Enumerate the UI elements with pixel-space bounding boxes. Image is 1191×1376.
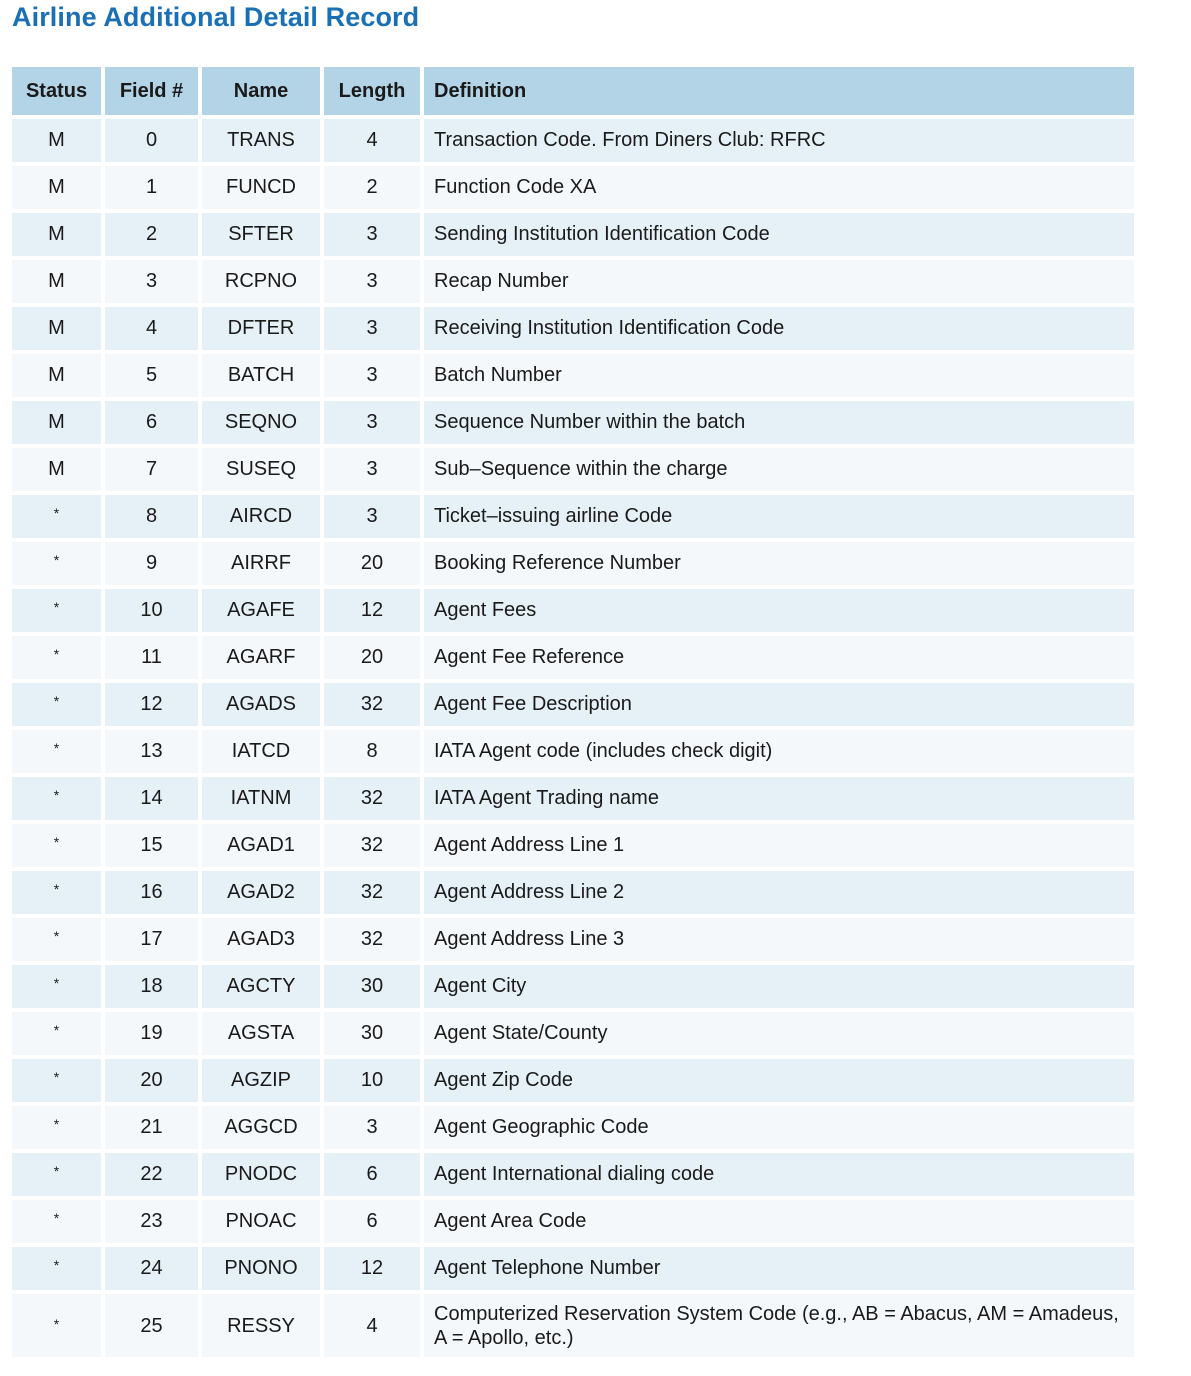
cell-length: 10 <box>324 1059 420 1102</box>
cell-name: PNODC <box>202 1153 320 1196</box>
cell-definition: IATA Agent code (includes check digit) <box>424 730 1134 773</box>
table-row <box>12 542 1134 585</box>
cell-definition: Agent Fee Description <box>424 683 1134 726</box>
cell-field-number: 4 <box>105 307 198 350</box>
cell-length: 32 <box>324 918 420 961</box>
cell-definition: Booking Reference Number <box>424 542 1134 585</box>
cell-status <box>12 542 101 585</box>
table-row <box>12 1059 1134 1102</box>
cell-status: M <box>12 448 101 491</box>
cell-status <box>12 1106 101 1149</box>
cell-definition: Agent Address Line 2 <box>424 871 1134 914</box>
cell-definition: Ticket–issuing airline Code <box>424 495 1134 538</box>
cell-length: 12 <box>324 589 420 632</box>
cell-status: M <box>12 401 101 444</box>
cell-name: PNOAC <box>202 1200 320 1243</box>
cell-length: 20 <box>324 542 420 585</box>
cell-definition: Sub–Sequence within the charge <box>424 448 1134 491</box>
table-header-row <box>12 67 1134 115</box>
cell-field-number: 25 <box>105 1294 198 1357</box>
optional-marker: * <box>53 787 60 803</box>
cell-definition: Batch Number <box>424 354 1134 397</box>
cell-name: AGAD1 <box>202 824 320 867</box>
table-row <box>12 1106 1134 1149</box>
cell-field-number: 23 <box>105 1200 198 1243</box>
cell-definition: Recap Number <box>424 260 1134 303</box>
cell-definition: Agent Address Line 3 <box>424 918 1134 961</box>
cell-definition: Agent Geographic Code <box>424 1106 1134 1149</box>
table-row <box>12 401 1134 444</box>
cell-name: AGSTA <box>202 1012 320 1055</box>
optional-marker: * <box>53 599 60 615</box>
cell-status <box>12 1012 101 1055</box>
table-row <box>12 1153 1134 1196</box>
cell-status <box>12 495 101 538</box>
cell-field-number: 11 <box>105 636 198 679</box>
cell-field-number: 0 <box>105 119 198 162</box>
optional-marker: * <box>53 1069 60 1085</box>
table-row <box>12 777 1134 820</box>
cell-field-number: 15 <box>105 824 198 867</box>
cell-status <box>12 589 101 632</box>
cell-name: IATCD <box>202 730 320 773</box>
cell-name: AGAD3 <box>202 918 320 961</box>
table-row <box>12 683 1134 726</box>
cell-length: 32 <box>324 871 420 914</box>
table-row <box>12 354 1134 397</box>
cell-field-number: 1 <box>105 166 198 209</box>
cell-field-number: 18 <box>105 965 198 1008</box>
table-row <box>12 730 1134 773</box>
optional-marker: * <box>53 693 60 709</box>
cell-field-number: 13 <box>105 730 198 773</box>
cell-length: 20 <box>324 636 420 679</box>
table-row <box>12 1247 1134 1290</box>
field-definition-table <box>8 63 1138 1361</box>
cell-definition: Agent Area Code <box>424 1200 1134 1243</box>
table-row <box>12 260 1134 303</box>
table-row <box>12 871 1134 914</box>
cell-definition: Function Code XA <box>424 166 1134 209</box>
cell-field-number: 16 <box>105 871 198 914</box>
optional-marker: * <box>53 505 60 521</box>
cell-field-number: 20 <box>105 1059 198 1102</box>
cell-status <box>12 1294 101 1357</box>
cell-length: 12 <box>324 1247 420 1290</box>
cell-status <box>12 1153 101 1196</box>
cell-length: 2 <box>324 166 420 209</box>
cell-status <box>12 824 101 867</box>
header-definition: Definition <box>424 67 1134 115</box>
cell-definition: Agent Fee Reference <box>424 636 1134 679</box>
cell-name: PNONO <box>202 1247 320 1290</box>
table-body <box>12 119 1134 1357</box>
cell-status <box>12 777 101 820</box>
cell-field-number: 10 <box>105 589 198 632</box>
cell-length: 4 <box>324 119 420 162</box>
optional-marker: * <box>53 975 60 991</box>
cell-definition: Agent Fees <box>424 589 1134 632</box>
cell-name: AGAD2 <box>202 871 320 914</box>
table-row <box>12 119 1134 162</box>
cell-length: 30 <box>324 1012 420 1055</box>
header-status: Status <box>12 67 101 115</box>
table-row <box>12 1294 1134 1357</box>
cell-definition: Computerized Reservation System Code (e.g., AB = Abacus, AM = Amadeus, A = Apollo, etc.) <box>424 1294 1134 1357</box>
cell-field-number: 17 <box>105 918 198 961</box>
cell-definition: Agent Zip Code <box>424 1059 1134 1102</box>
header-length: Length <box>324 67 420 115</box>
cell-name: SFTER <box>202 213 320 256</box>
cell-field-number: 6 <box>105 401 198 444</box>
cell-definition: Agent Address Line 1 <box>424 824 1134 867</box>
cell-field-number: 8 <box>105 495 198 538</box>
optional-marker: * <box>53 1116 60 1132</box>
page-title: Airline Additional Detail Record <box>12 2 420 32</box>
cell-length: 3 <box>324 354 420 397</box>
cell-name: AIRCD <box>202 495 320 538</box>
cell-status: M <box>12 260 101 303</box>
optional-marker: * <box>53 1022 60 1038</box>
cell-definition: Transaction Code. From Diners Club: RFRC <box>424 119 1134 162</box>
cell-name: AGZIP <box>202 1059 320 1102</box>
cell-name: DFTER <box>202 307 320 350</box>
cell-name: IATNM <box>202 777 320 820</box>
table-row <box>12 918 1134 961</box>
cell-length: 4 <box>324 1294 420 1357</box>
cell-length: 32 <box>324 683 420 726</box>
cell-name: AGARF <box>202 636 320 679</box>
cell-status <box>12 918 101 961</box>
cell-name: AIRRF <box>202 542 320 585</box>
cell-length: 3 <box>324 401 420 444</box>
cell-status <box>12 636 101 679</box>
cell-length: 3 <box>324 307 420 350</box>
header-field-number: Field # <box>105 67 198 115</box>
optional-marker: * <box>53 928 60 944</box>
cell-name: SEQNO <box>202 401 320 444</box>
cell-field-number: 12 <box>105 683 198 726</box>
optional-marker: * <box>53 1163 60 1179</box>
cell-length: 6 <box>324 1153 420 1196</box>
cell-length: 3 <box>324 448 420 491</box>
cell-name: BATCH <box>202 354 320 397</box>
cell-length: 32 <box>324 777 420 820</box>
optional-marker: * <box>53 834 60 850</box>
cell-definition: Agent International dialing code <box>424 1153 1134 1196</box>
optional-marker: * <box>53 646 60 662</box>
table-row <box>12 1200 1134 1243</box>
cell-field-number: 3 <box>105 260 198 303</box>
cell-status: M <box>12 213 101 256</box>
cell-length: 3 <box>324 260 420 303</box>
cell-status <box>12 965 101 1008</box>
cell-status <box>12 1247 101 1290</box>
cell-definition: Receiving Institution Identification Code <box>424 307 1134 350</box>
cell-status: M <box>12 354 101 397</box>
table-row <box>12 448 1134 491</box>
cell-definition: Sending Institution Identification Code <box>424 213 1134 256</box>
cell-definition: Agent State/County <box>424 1012 1134 1055</box>
cell-name: AGADS <box>202 683 320 726</box>
cell-definition: Agent City <box>424 965 1134 1008</box>
cell-definition: IATA Agent Trading name <box>424 777 1134 820</box>
cell-definition: Sequence Number within the batch <box>424 401 1134 444</box>
cell-name: AGAFE <box>202 589 320 632</box>
optional-marker: * <box>53 1210 60 1226</box>
optional-marker: * <box>53 740 60 756</box>
cell-field-number: 9 <box>105 542 198 585</box>
table-row <box>12 213 1134 256</box>
cell-name: RCPNO <box>202 260 320 303</box>
cell-name: AGGCD <box>202 1106 320 1149</box>
optional-marker: * <box>53 552 60 568</box>
cell-status: M <box>12 307 101 350</box>
table-row <box>12 965 1134 1008</box>
cell-status <box>12 1200 101 1243</box>
cell-field-number: 7 <box>105 448 198 491</box>
cell-field-number: 19 <box>105 1012 198 1055</box>
cell-length: 30 <box>324 965 420 1008</box>
cell-field-number: 14 <box>105 777 198 820</box>
optional-marker: * <box>53 1316 60 1332</box>
cell-length: 6 <box>324 1200 420 1243</box>
table-row <box>12 824 1134 867</box>
cell-length: 32 <box>324 824 420 867</box>
table-row <box>12 307 1134 350</box>
table-row <box>12 166 1134 209</box>
cell-field-number: 22 <box>105 1153 198 1196</box>
cell-length: 3 <box>324 495 420 538</box>
cell-status <box>12 730 101 773</box>
cell-status <box>12 1059 101 1102</box>
cell-name: TRANS <box>202 119 320 162</box>
cell-name: FUNCD <box>202 166 320 209</box>
cell-status <box>12 683 101 726</box>
table-row <box>12 1012 1134 1055</box>
cell-length: 3 <box>324 213 420 256</box>
table-row <box>12 636 1134 679</box>
cell-length: 3 <box>324 1106 420 1149</box>
cell-name: RESSY <box>202 1294 320 1357</box>
cell-status <box>12 871 101 914</box>
header-name: Name <box>202 67 320 115</box>
cell-definition: Agent Telephone Number <box>424 1247 1134 1290</box>
cell-status: M <box>12 166 101 209</box>
optional-marker: * <box>53 1257 60 1273</box>
optional-marker: * <box>53 881 60 897</box>
cell-status: M <box>12 119 101 162</box>
cell-name: SUSEQ <box>202 448 320 491</box>
cell-field-number: 5 <box>105 354 198 397</box>
cell-field-number: 2 <box>105 213 198 256</box>
cell-length: 8 <box>324 730 420 773</box>
table-row <box>12 589 1134 632</box>
cell-field-number: 24 <box>105 1247 198 1290</box>
table-row <box>12 495 1134 538</box>
cell-name: AGCTY <box>202 965 320 1008</box>
cell-field-number: 21 <box>105 1106 198 1149</box>
